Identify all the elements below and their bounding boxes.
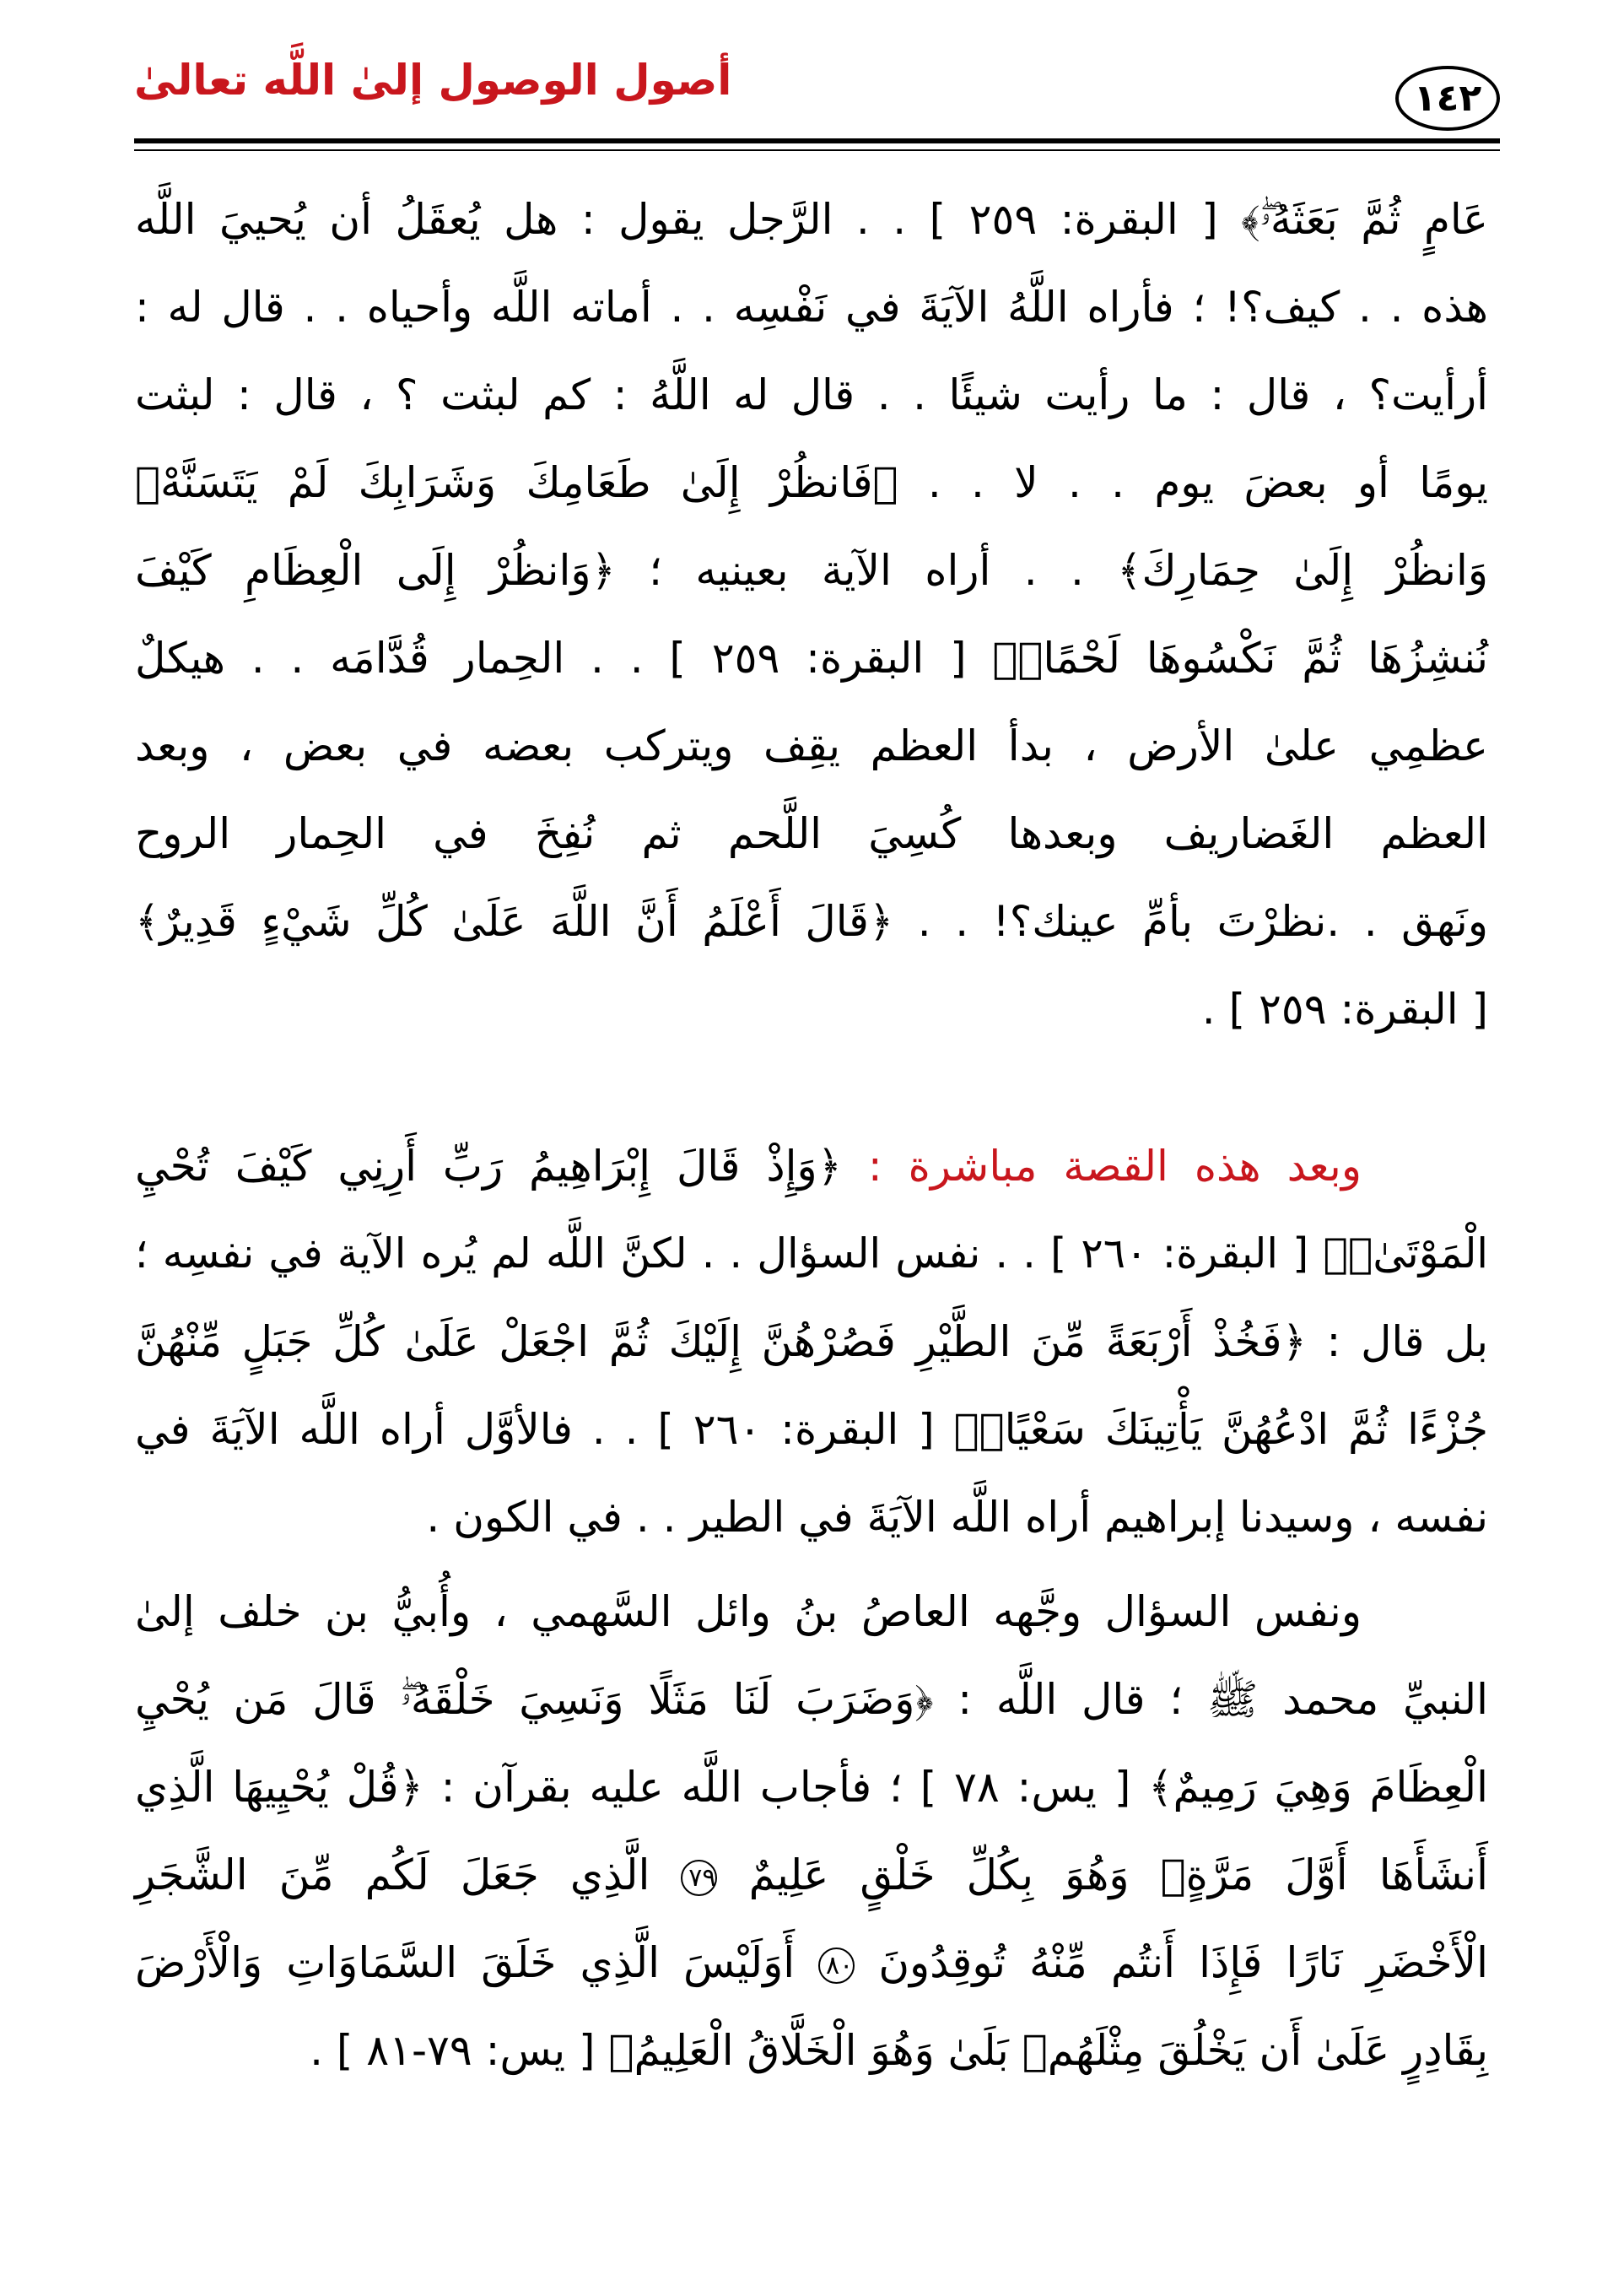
header-rule-thick: [134, 138, 1500, 143]
paragraph: [135, 1122, 1488, 1561]
text-line: [135, 1122, 1488, 1210]
text-line: العظم الغَضاريف وبعدها كُسِيَ اللَّحم ثم نُفِخَ في الحِمار الروح: [135, 809, 1488, 858]
text-line: نُنشِزُهَا ثُمَّ نَكْسُوهَا لَحْمًاۚ﴾ [ البقرة: ٢٥٩ ] . . الحِمار قُدَّامَه . . هيكلٌ: [135, 634, 1488, 683]
text-line: جُزْءًا ثُمَّ ادْعُهُنَّ يَأْتِينَكَ سَعْيًاۚ﴾ [ البقرة: ٢٦٠ ] . . فالأوَّل أراه اللَّه الآيَةَ في: [135, 1405, 1488, 1454]
text-line: هذه . . كيف؟! ؛ فأراه اللَّهُ الآيَةَ في نَفْسِه . . أماته اللَّه وأحياه . . قال له :: [135, 283, 1488, 332]
text-line: [135, 1919, 1488, 2007]
quran-verse: أَوَلَيْسَ الَّذِي خَلَقَ السَّمَاوَاتِ وَالْأَرْضَ: [135, 1938, 796, 1987]
text-line: أرأيت؟ ، قال : ما رأيت شيئًا . . قال له اللَّهُ : كم لبثت ؟ ، قال : لبثت: [135, 370, 1488, 419]
text-line: عظمِي علىٰ الأرض ، بدأ العظم يقِف ويتركب بعضه في بعض ، وبعد: [135, 721, 1488, 770]
text-line: نفسه ، وسيدنا إبراهيم أراه اللَّه الآيَةَ في الطير . . في الكون .: [426, 1493, 1488, 1542]
page-number-text: ١٤٢: [1413, 76, 1482, 120]
paragraph: [135, 176, 1488, 1053]
page-number: [1395, 66, 1500, 131]
body-text: [135, 176, 1488, 2094]
text-line: عَامٍ ثُمَّ بَعَثَهُۥۖ﴾ [ البقرة: ٢٥٩ ] . . الرَّجل يقول : هل يُعقَلُ أن يُحييَ اللَّه: [135, 195, 1488, 244]
text-line: النبيِّ محمد ﷺ ؛ قال اللَّه : ﴿وَضَرَبَ لَنَا مَثَلًا وَنَسِيَ خَلْقَهُۥۖ قَالَ مَن يُحْيِ: [135, 1675, 1488, 1724]
text-line: بِقَادِرٍ عَلَىٰ أَن يَخْلُقَ مِثْلَهُمۚ بَلَىٰ وَهُوَ الْخَلَّاقُ الْعَلِيمُ﴾ [ يس: ٧٩-٨١ ] .: [310, 2026, 1488, 2075]
quran-verse: ﴿وَإِذْ قَالَ إِبْرَاهِيمُ رَبِّ أَرِنِي كَيْفَ تُحْيِ: [135, 1142, 842, 1191]
ayah-number-marker: ٨٠: [818, 1948, 855, 1984]
text-line: [ البقرة: ٢٥٩ ] .: [1201, 985, 1488, 1034]
quran-verse: أَنشَأَهَا أَوَّلَ مَرَّةٍۖ وَهُوَ بِكُلِّ خَلْقٍ عَلِيمٌ: [748, 1850, 1488, 1899]
text-line: وَانظُرْ إِلَىٰ حِمَارِكَ﴾ . . أراه الآية بعينيه ؛ ﴿وَانظُرْ إِلَى الْعِظَامِ كَيْفَ: [135, 546, 1488, 595]
text-line: [135, 1831, 1488, 1919]
quran-verse: الَّذِي جَعَلَ لَكُم مِّنَ الشَّجَرِ: [135, 1850, 650, 1899]
header-rule-thin: [134, 149, 1500, 151]
paragraph-lead: وبعد هذه القصة مباشرة :: [867, 1142, 1362, 1191]
running-title: أصول الوصول إلىٰ اللَّه تعالىٰ: [134, 56, 732, 105]
ayah-number-marker: ٧٩: [681, 1860, 717, 1896]
text-line: الْعِظَامَ وَهِيَ رَمِيمٌ﴾ [ يس: ٧٨ ] ؛ فأجاب اللَّه عليه بقرآن : ﴿قُلْ يُحْيِيهَا الَّذِي: [135, 1763, 1488, 1812]
quran-verse: الْأَخْضَرِ نَارًا فَإِذَا أَنتُم مِّنْهُ تُوقِدُونَ: [878, 1938, 1488, 1987]
text-line: بل قال : ﴿فَخُذْ أَرْبَعَةً مِّنَ الطَّيْرِ فَصُرْهُنَّ إِلَيْكَ ثُمَّ اجْعَلْ عَلَىٰ كُلِّ جَبَلٍ مِّنْهُنَّ: [135, 1317, 1488, 1366]
text-line: يومًا أو بعضَ يوم . . لا . . ﴿فَانظُرْ إِلَىٰ طَعَامِكَ وَشَرَابِكَ لَمْ يَتَسَنَّهْۖ: [135, 458, 1488, 507]
text-line: ونَهق . .نظرْتَ بأمِّ عينك؟! . . ﴿قَالَ أَعْلَمُ أَنَّ اللَّهَ عَلَىٰ كُلِّ شَيْءٍ قَدِيرٌ﴾: [135, 897, 1488, 946]
paragraph: [135, 1568, 1488, 2094]
text-line: ونفس السؤال وجَّهه العاصُ بنُ وائل السَّهمي ، وأُبيُّ بن خلف إلىٰ: [135, 1587, 1362, 1636]
text-line: الْمَوْتَىٰۖ﴾ [ البقرة: ٢٦٠ ] . . نفس السؤال . . لكنَّ اللَّه لم يُره الآية في نفسِه ؛: [135, 1229, 1488, 1278]
